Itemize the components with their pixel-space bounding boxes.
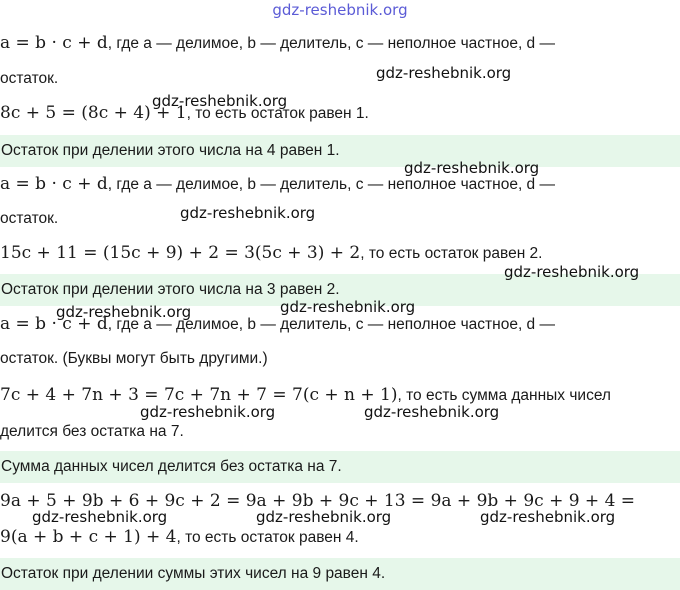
watermark-text: gdz-reshebnik.org xyxy=(280,298,416,316)
calculation-text: , то есть остаток равен 1. xyxy=(186,105,369,122)
calculation-line-2 xyxy=(0,526,680,549)
calculation-text: , то есть остаток равен 2. xyxy=(360,245,543,262)
calculation-line xyxy=(0,384,680,407)
definition-formula: a = b · c + d xyxy=(0,314,108,334)
calculation-formula: 15c + 11 = (15c + 9) + 2 = 3(5c + 3) + 2 xyxy=(0,243,361,263)
definition-text: , где a — делимое, b — делитель, c — неполное частное, d — xyxy=(107,35,555,52)
calculation-formula: 8c + 5 = (8c + 4) + 1 xyxy=(0,103,187,123)
calculation-line xyxy=(0,102,680,125)
calculation-line-2: делится без остатка на 7. xyxy=(0,423,184,440)
watermark-text: gdz-reshebnik.org xyxy=(140,403,276,421)
watermark-text: gdz-reshebnik.org xyxy=(32,508,168,526)
definition-line-2: остаток. (Буквы могут быть другими.) xyxy=(0,350,268,367)
watermark-text: gdz-reshebnik.org xyxy=(364,403,500,421)
calculation-text: , то есть остаток равен 4. xyxy=(176,529,359,546)
definition-formula: a = b · c + d xyxy=(0,174,108,194)
watermark-text: gdz-reshebnik.org xyxy=(480,508,616,526)
watermark-text: gdz-reshebnik.org xyxy=(504,263,640,281)
calculation-text: , то есть сумма данных чисел xyxy=(397,387,611,404)
calculation-formula: 9a + 5 + 9b + 6 + 9c + 2 = 9a + 9b + 9c + 13 = 9a + 9b + 9c + 9 + 4 = xyxy=(0,491,636,511)
answer-text: Сумма данных чисел делится без остатка на 7. xyxy=(1,458,342,475)
definition-line-2: остаток. xyxy=(0,70,59,87)
watermark-text: gdz-reshebnik.org xyxy=(180,204,316,222)
definition-text: , где a — делимое, b — делитель, c — неполное частное, d — xyxy=(107,176,555,193)
calculation-line xyxy=(0,242,680,265)
answer-band xyxy=(0,135,680,167)
answer-text: Остаток при делении этого числа на 3 равен 2. xyxy=(1,281,340,298)
watermark-text: gdz-reshebnik.org xyxy=(56,303,192,321)
answer-band xyxy=(0,451,680,483)
definition-line-2: остаток. xyxy=(0,210,59,227)
watermark-text: gdz-reshebnik.org xyxy=(376,64,512,82)
definition-text: , где a — делимое, b — делитель, c — неполное частное, d — xyxy=(107,316,555,333)
watermark-text: gdz-reshebnik.org xyxy=(404,159,540,177)
calculation-formula: 7c + 4 + 7n + 3 = 7c + 7n + 7 = 7(c + n + 1) xyxy=(0,385,398,405)
definition-line xyxy=(0,173,680,196)
answer-text: Остаток при делении суммы этих чисел на 9 равен 4. xyxy=(1,565,386,582)
watermark-text: gdz-reshebnik.org xyxy=(256,508,392,526)
answer-band xyxy=(0,558,680,590)
answer-text: Остаток при делении этого числа на 4 равен 1. xyxy=(1,142,340,159)
definition-line xyxy=(0,32,680,55)
definition-formula: a = b · c + d xyxy=(0,33,108,53)
calculation-formula-2: 9(a + b + c + 1) + 4 xyxy=(0,527,177,547)
watermark-text: gdz-reshebnik.org xyxy=(152,92,288,110)
site-header-watermark[interactable]: gdz-reshebnik.org xyxy=(272,1,408,19)
